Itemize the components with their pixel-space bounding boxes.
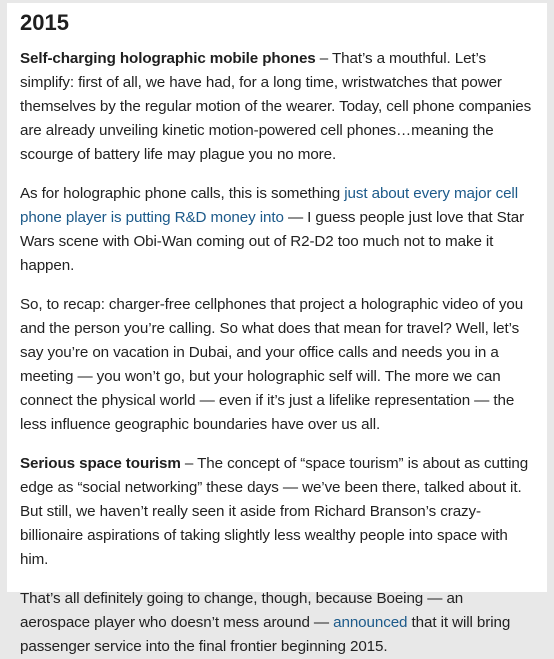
section-heading: 2015 (20, 10, 69, 35)
paragraph-text: So, to recap: charger-free cellphones that project a holographic video of you and the person you’re calling. So what does that mean for travel? Well, let’s say you’re on vacation in Dubai, and your office calls and needs you in a meeting — you won’t go, but your holographic self will. The more we can connect the physical world — even if it’s just a lifelike representation — the less influence geographic boundaries have over us all. (20, 296, 524, 433)
paragraph-holographic-calls (20, 182, 535, 278)
paragraph-text: As for holographic phone calls, this is something (20, 185, 345, 202)
paragraph-text: – The concept of “space tourism” is about as cutting edge as “social networking” these days — we’ve been there, talked about it. But still, we haven’t really seen it aside from Richard Branson’s crazy-billionaire aspirations of taking slightly less wealthy people into space with him. (20, 455, 529, 568)
paragraph-text: – That’s a mouthful. Let’s simplify: first of all, we have had, for a long time, wristwatches that power themselves by the regular motion of the wearer. Today, cell phone companies are already unveiling kinetic motion-powered cell phones…meaning the scourge of battery life may plague you no more. (20, 50, 532, 163)
paragraph-holographic-phones (20, 47, 535, 167)
paragraph-text: that it will bring passenger service into the final frontier beginning 2015. (20, 614, 511, 655)
paragraph-boeing (20, 587, 535, 659)
rd-money-link[interactable]: just about every major cell phone player is putting R&D money into (20, 185, 518, 226)
announced-link[interactable]: announced (333, 614, 408, 631)
subheading-holographic-phones: Self-charging holographic mobile phones (20, 50, 316, 67)
paragraph-recap (20, 293, 535, 437)
paragraph-text: That’s all definitely going to change, though, because Boeing — an aerospace player who doesn’t mess around — (20, 590, 464, 631)
article-card (7, 3, 547, 655)
subheading-space-tourism: Serious space tourism (20, 455, 181, 472)
paragraph-space-tourism (20, 452, 535, 572)
paragraph-text: — I guess people just love that Star Wars scene with Obi-Wan coming out of R2-D2 too much not to make it happen. (20, 209, 525, 274)
